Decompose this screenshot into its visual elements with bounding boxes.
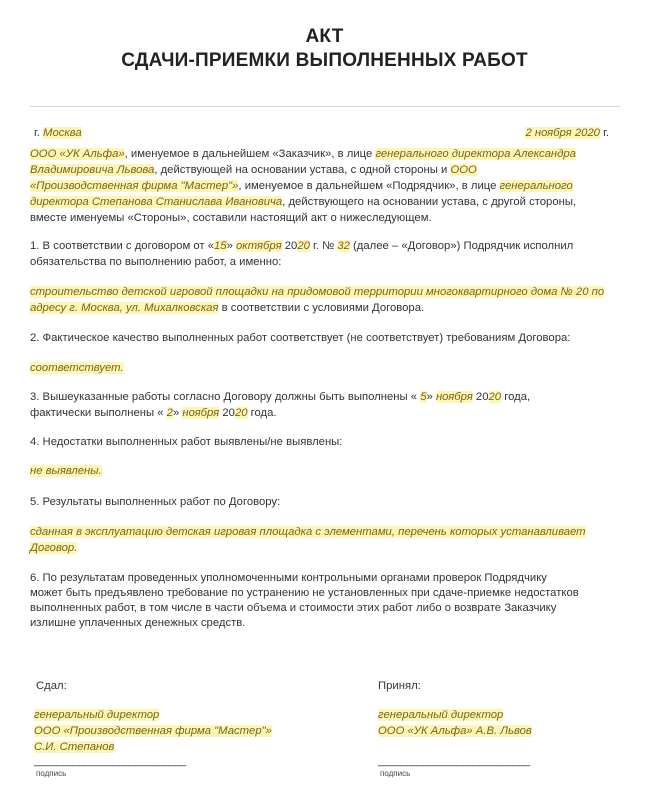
intro-line-1: ООО «УК Альфа», именуемое в дальнейшем «Заказчик», в лице генерального директора Александра xyxy=(30,148,576,160)
intro-line-4: директора Степанова Станислава Ивановича, действующего на основании устава, с другой стороны, xyxy=(30,196,577,208)
p3-line-2: фактически выполнены « 2» ноября 2020 года. xyxy=(30,407,277,419)
p6-line-2: может быть предъявлено требование по устранению не установленных при сдаче-приемке недостатков xyxy=(30,587,579,599)
p1-work-line-1: строительство детской игровой площадки на придомовой территории многоквартирного дома № 20 по xyxy=(30,286,605,298)
sig-left-line: ___________________________ xyxy=(34,755,186,767)
p1-line-2: обязательства по выполнению работ, а именно: xyxy=(30,256,282,268)
p5-text: 5. Результаты выполненных работ по Договору: xyxy=(30,496,281,508)
intro-line-2: Владимировича Львова, действующей на основании устава, с одной стороны и ООО xyxy=(30,164,477,176)
sig-left-org: ООО «Производственная фирма "Мастер"» xyxy=(34,725,272,737)
document-title: АКТ xyxy=(305,26,344,47)
intro-line-5: вместе именуемы «Стороны», составили настоящий акт о нижеследующем. xyxy=(30,212,432,224)
p5-answer-line-1: сданная в эксплуатацию детская игровая площадка с элементами, перечень которых устанавливает xyxy=(30,526,586,538)
p1-work-line-2: адресу г. Москва, ул. Михалковская в соответствии с условиями Договора. xyxy=(30,302,425,314)
date-line: 2 ноября 2020 г. xyxy=(525,127,609,139)
city: Москва xyxy=(43,127,82,139)
sig-right-org: ООО «УК Альфа» А.В. Львов xyxy=(378,725,532,737)
sig-left-label: Сдал: xyxy=(36,680,67,692)
sig-left-name: С.И. Степанов xyxy=(34,741,115,753)
p6-line-4: излишне уплаченных денежных средств. xyxy=(30,617,246,629)
p1-line-1: 1. В соответствии с договором от «15» октября 2020 г. № 32 (далее – «Договор») Подрядчик исполнил xyxy=(30,240,574,252)
p6-line-1: 6. По результатам проведенных уполномоченными контрольными органами проверок Подрядчику xyxy=(30,572,547,584)
p2-answer: соответствует. xyxy=(30,362,124,374)
sig-left-position: генеральный директор xyxy=(34,709,160,721)
sig-left-caption: подпись xyxy=(36,769,67,778)
sig-right-label: Принял: xyxy=(378,680,421,692)
p6-line-3: выполненных работ, в том числе в части объема и стоимости этих работ либо о возврате Заказчику xyxy=(30,602,557,614)
sig-right-line: ___________________________ xyxy=(378,755,530,767)
document-subtitle: СДАЧИ-ПРИЕМКИ ВЫПОЛНЕННЫХ РАБОТ xyxy=(121,50,528,71)
act-date: 2 ноября 2020 xyxy=(525,127,600,139)
intro-line-3: «Производственная фирма "Мастер"», именуемое в дальнейшем «Подрядчик», в лице генерального xyxy=(30,180,573,192)
divider xyxy=(30,106,620,107)
sig-right-position: генеральный директор xyxy=(378,709,504,721)
p5-answer-line-2: Договор. xyxy=(30,542,78,554)
p3-line-1: 3. Вышеуказанные работы согласно Договору должны быть выполнены « 5» ноября 2020 года, xyxy=(30,391,531,403)
city-line: г. Москва xyxy=(34,127,82,139)
p4-answer: не выявлены. xyxy=(30,465,102,477)
p2-text: 2. Фактическое качество выполненных работ соответствует (не соответствует) требованиям Договора: xyxy=(30,332,571,344)
p4-text: 4. Недостатки выполненных работ выявлены/не выявлены: xyxy=(30,436,343,448)
sig-right-caption: подпись xyxy=(380,769,411,778)
